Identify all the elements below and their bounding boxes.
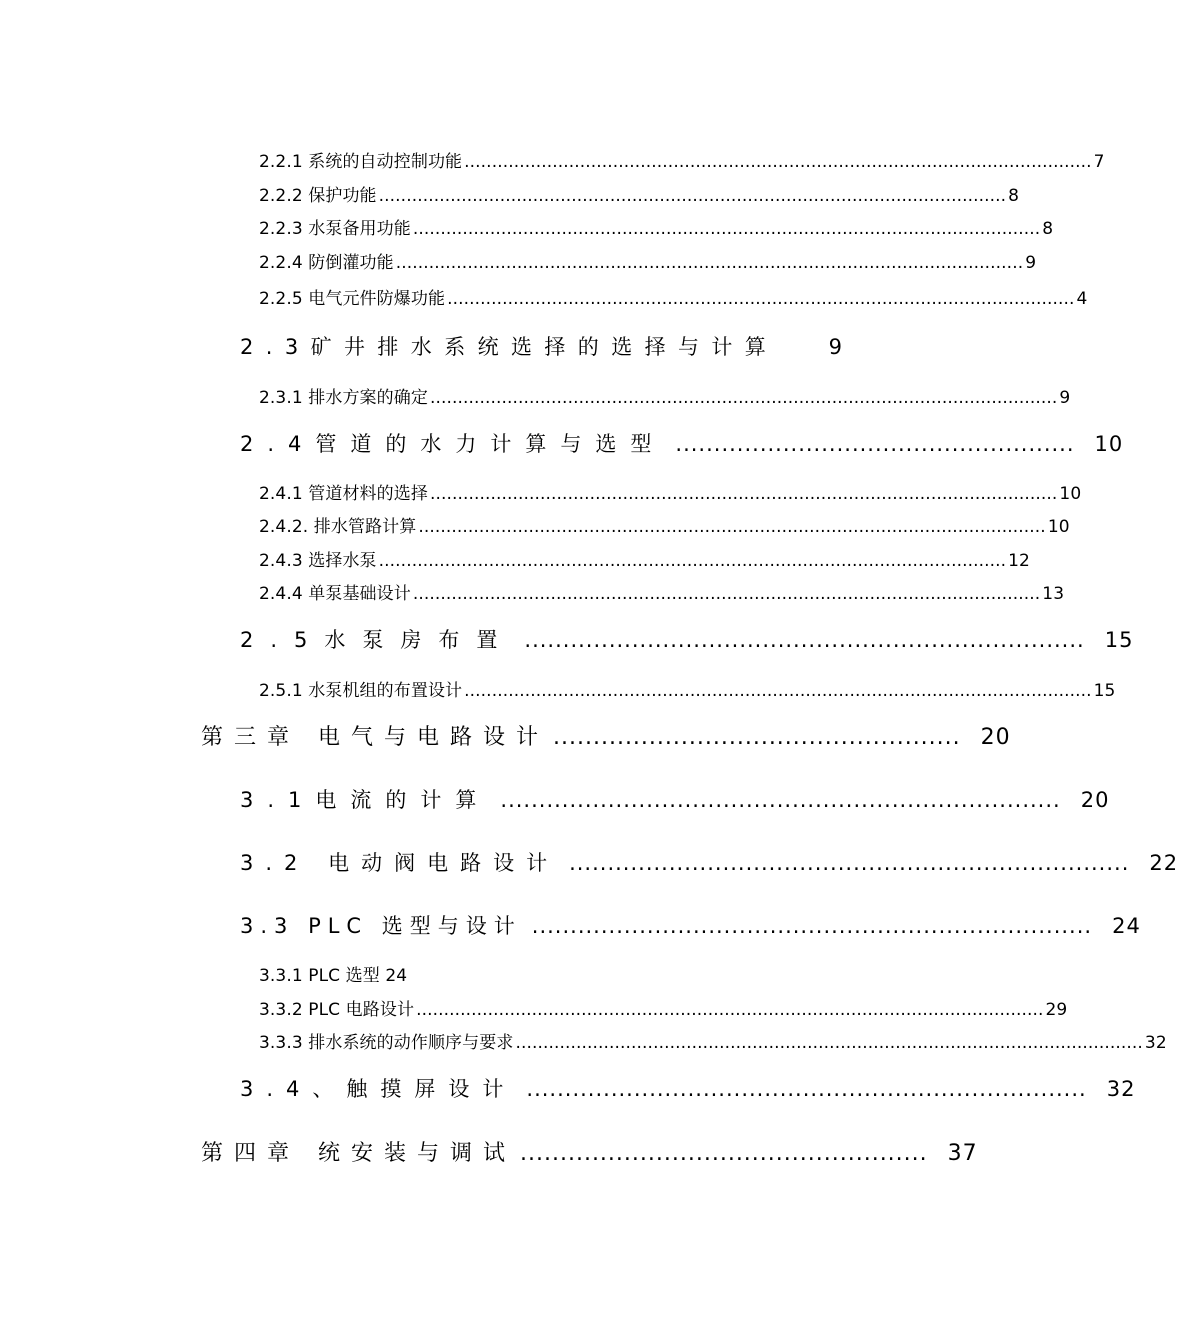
toc-entry-label: 2.2.1 系统的自动控制功能 (259, 152, 463, 172)
toc-entry-label: 2.4.2. 排水管路计算 (259, 517, 417, 537)
toc-chapter[interactable] (201, 720, 1011, 751)
toc-entry-label: 3.3.1 PLC 选型 24 (259, 966, 408, 986)
toc-entry-page: 13 (1042, 584, 1065, 604)
toc-entry-page: 24 (1112, 914, 1141, 938)
toc-entry-label: 2.4.3 选择水泵 (259, 551, 377, 571)
toc-entry[interactable] (259, 1028, 1167, 1053)
toc-entry-page: 7 (1093, 152, 1105, 172)
toc-entry-page: 15 (1104, 628, 1134, 652)
dot-leader: .................................................................................................................. (429, 388, 1058, 408)
toc-entry-page: 9 (828, 335, 843, 359)
toc-entry[interactable] (259, 147, 1105, 172)
dot-leader: .................................................................................................................. (429, 484, 1058, 504)
dot-leader: .................................................... (675, 432, 1075, 456)
dot-leader: ................................................... (553, 725, 961, 750)
dot-leader: ......................................................................... (526, 1077, 1087, 1101)
toc-entry-label: 2.2.5 电气元件防爆功能 (259, 289, 446, 309)
toc-entry[interactable] (240, 624, 1134, 654)
toc-entry-label: 3.2 电动阀电路设计 (240, 851, 560, 875)
toc-entry-label: 第四章 统安装与调试 (201, 1141, 516, 1166)
toc-entry[interactable] (240, 910, 1141, 940)
dot-leader: ......................................................................... (531, 914, 1093, 938)
toc-entry-label: 3.3.3 排水系统的动作顺序与要求 (259, 1033, 514, 1053)
toc-entry-label: 2.2.4 防倒灌功能 (259, 253, 394, 273)
dot-leader: ................................................... (520, 1141, 928, 1166)
toc-entry[interactable] (240, 784, 1110, 814)
dot-leader: ......................................................................... (524, 628, 1085, 652)
toc-entry-label: 2.5.1 水泵机组的布置设计 (259, 681, 463, 701)
toc-entry-page: 22 (1149, 851, 1178, 875)
dot-leader: ......................................................................... (500, 788, 1061, 812)
toc-entry-page: 12 (1008, 551, 1030, 571)
toc-entry-label: 2.4.1 管道材料的选择 (259, 484, 428, 504)
toc-entry-page: 10 (1059, 484, 1082, 504)
toc-entry[interactable] (259, 248, 1037, 273)
dot-leader: .................................................................................................................. (416, 1000, 1044, 1020)
toc-entry[interactable] (259, 995, 1068, 1020)
toc-entry-page: 20 (980, 725, 1011, 750)
toc-entry-label: 2.3矿井排水系统选择的选择与计算 (240, 335, 779, 359)
toc-entry-page: 29 (1045, 1000, 1068, 1020)
toc-entry-label: 2.4管道的水力计算与选型 (240, 432, 666, 456)
toc-entry-label: 第三章 电气与电路设计 (201, 725, 549, 750)
toc-entry-page: 20 (1080, 788, 1110, 812)
toc-entry[interactable] (240, 1073, 1136, 1103)
toc-entry-page: 8 (1008, 186, 1020, 206)
toc-entry[interactable] (259, 181, 1020, 206)
toc-entry[interactable] (259, 676, 1116, 701)
toc-chapter[interactable] (201, 1136, 978, 1167)
toc-entry-page: 9 (1059, 388, 1071, 408)
toc-entry-label: 2.2.3 水泵备用功能 (259, 219, 411, 239)
toc-entry[interactable] (259, 961, 559, 986)
toc-entry-page: 32 (1144, 1033, 1167, 1053)
toc-entry[interactable] (259, 579, 1065, 604)
dot-leader: .................................................................................................................. (378, 551, 1007, 571)
toc-entry-page: 8 (1042, 219, 1054, 239)
dot-leader: .................................................................................................................. (378, 186, 1007, 206)
toc-entry[interactable] (240, 428, 1124, 458)
dot-leader: .................................................................................................................. (464, 152, 1092, 172)
toc-entry[interactable] (259, 479, 1082, 504)
toc-entry-page: 32 (1106, 1077, 1136, 1101)
toc-entry-label: 2.4.4 单泵基础设计 (259, 584, 411, 604)
toc-entry-page: 4 (1076, 289, 1088, 309)
toc-entry-label: 3.1电流的计算 (240, 788, 491, 812)
toc-entry[interactable] (259, 383, 1071, 408)
toc-entry-label: 3.3.2 PLC 电路设计 (259, 1000, 415, 1020)
dot-leader: .................................................................................................................. (412, 219, 1041, 239)
toc-entry-page: 10 (1047, 517, 1070, 537)
toc-entry-label: 3.3 PLC 选型与设计 (240, 914, 522, 938)
dot-leader: .................................................................................................................. (515, 1033, 1143, 1053)
toc-entry[interactable] (240, 331, 843, 361)
toc-entry-page: 10 (1094, 432, 1124, 456)
toc-entry[interactable] (259, 546, 1030, 571)
dot-leader: ......................................................................... (569, 851, 1130, 875)
toc-entry-page: 37 (947, 1141, 978, 1166)
toc-entry[interactable] (259, 214, 1054, 239)
toc-entry-label: 2.2.2 保护功能 (259, 186, 377, 206)
dot-leader: .................................................................................................................. (412, 584, 1041, 604)
toc-entry-label: 3.4、触摸屏设计 (240, 1077, 517, 1101)
toc-entry-page: 9 (1025, 253, 1037, 273)
toc-entry-page: 15 (1093, 681, 1116, 701)
toc-entry[interactable] (240, 847, 1178, 877)
dot-leader: .................................................................................................................. (418, 517, 1046, 537)
toc-entry[interactable] (259, 512, 1070, 537)
dot-leader: .................................................................................................................. (447, 289, 1075, 309)
toc-entry[interactable] (259, 284, 1088, 309)
toc-entry-label: 2.5水泵房布置 (240, 628, 515, 652)
toc-entry-label: 2.3.1 排水方案的确定 (259, 388, 428, 408)
dot-leader: .................................................................................................................. (395, 253, 1024, 273)
dot-leader: .................................................................................................................. (464, 681, 1092, 701)
